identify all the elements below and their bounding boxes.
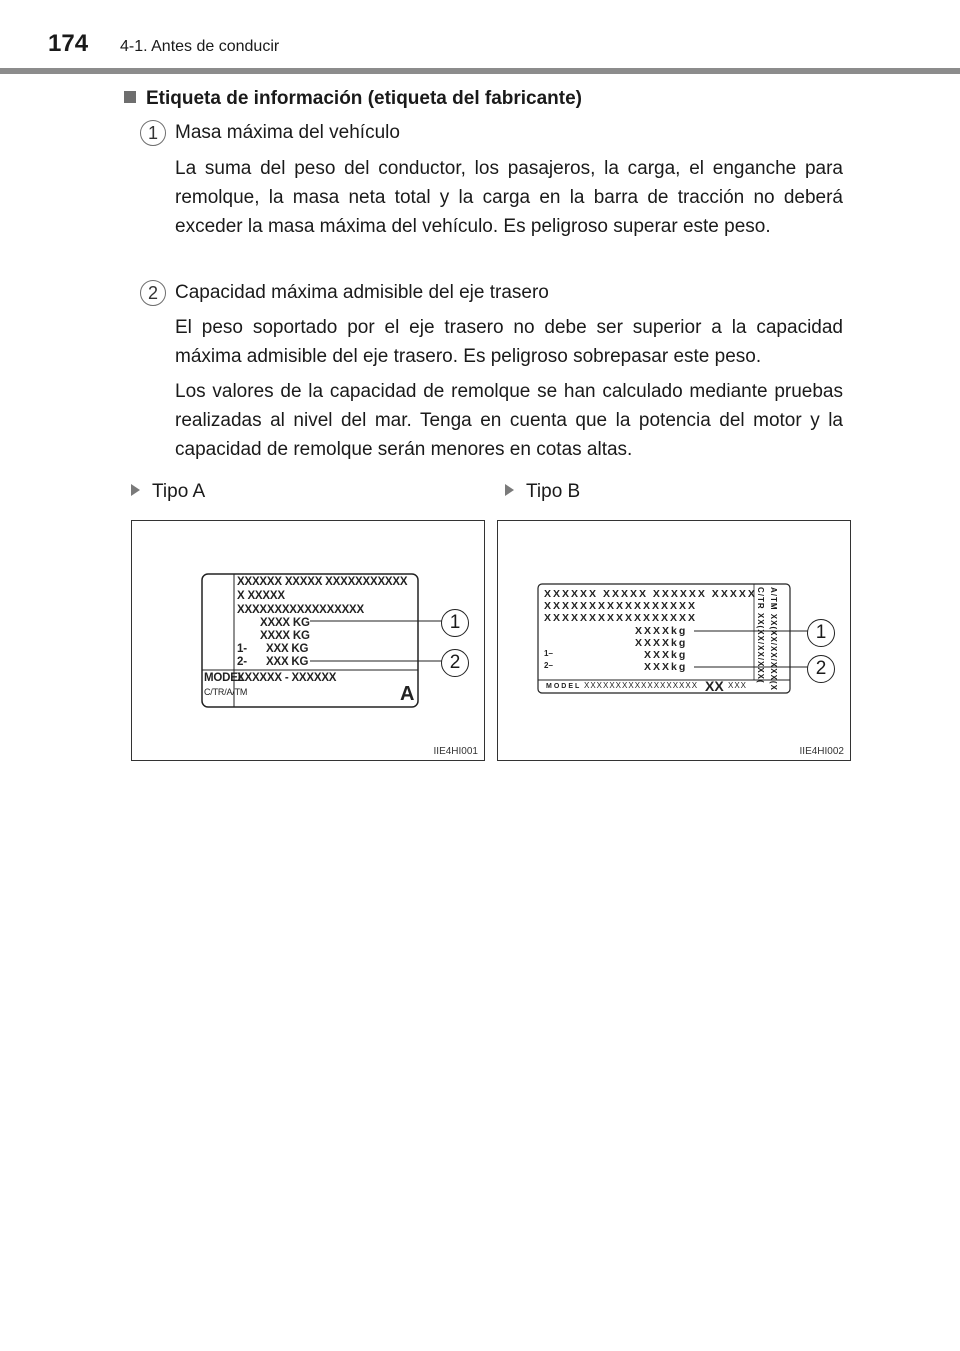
figure-label-b bbox=[505, 481, 580, 503]
label-line: XXXkg bbox=[644, 661, 688, 673]
figure-tipo-b bbox=[497, 520, 851, 761]
label-line: 2– bbox=[544, 661, 553, 670]
label-line: XXXXXXXXXXXXXXXXX bbox=[237, 604, 364, 616]
label-line: 2- bbox=[237, 656, 247, 668]
label-line: XXXXkg bbox=[635, 637, 688, 649]
image-code: IIE4HI002 bbox=[799, 746, 844, 757]
item-paragraph: Los valores de la capacidad de remolque se han calculado mediante pruebas realizadas al nivel del mar. Tenga en cuenta que la potencia del motor y la capacidad de remolque serán menores en cotas altas. bbox=[175, 381, 843, 460]
item-paragraph: La suma del peso del conductor, los pasajeros, la carga, el enganche para remolque, la masa neta total y la carga en la barra de tracción no deberá exceder la masa máxima del vehículo. Es peligroso superar este peso. bbox=[175, 158, 843, 237]
figure-label-text: Tipo B bbox=[526, 481, 581, 502]
label-line: XXXX KG bbox=[260, 630, 310, 642]
callout-2: 2 bbox=[807, 655, 835, 683]
label-line: 1– bbox=[544, 649, 553, 658]
triangle-bullet-icon bbox=[131, 484, 140, 496]
label-line: XXXXXXXXXXXXXXXXX bbox=[544, 612, 698, 624]
label-line: XXXXXX - XXXXXX bbox=[237, 672, 337, 684]
item-number-1: 1 bbox=[140, 120, 166, 146]
label-line: XXXXkg bbox=[635, 625, 688, 637]
label-line: XXXXXXXXXXXXXXXXXX bbox=[584, 681, 699, 690]
figure-label-text: Tipo A bbox=[152, 481, 206, 502]
label-line: A bbox=[400, 683, 415, 705]
label-line: C/TR/A/TM bbox=[204, 687, 248, 697]
label-line: MODEL bbox=[546, 683, 582, 690]
section-heading bbox=[124, 88, 582, 110]
label-line: XXXX KG bbox=[260, 617, 310, 629]
label-line: XXX bbox=[728, 681, 748, 690]
label-line: X XXXXX bbox=[237, 590, 285, 602]
label-line: XXX KG bbox=[266, 643, 309, 655]
callout-2: 2 bbox=[441, 649, 469, 677]
label-line: MODEL bbox=[204, 672, 245, 684]
header-rule bbox=[0, 68, 960, 74]
callout-1: 1 bbox=[807, 619, 835, 647]
item-title-2: Capacidad máxima admisible del eje trasero bbox=[175, 282, 549, 303]
square-bullet-icon bbox=[124, 91, 136, 103]
label-line: XXXXXXXXXXXXXXXXX bbox=[544, 600, 698, 612]
figure-tipo-a bbox=[131, 520, 485, 761]
item-paragraph: El peso soportado por el eje trasero no debe ser superior a la capacidad máxima admisible del eje trasero. Es peligroso sobrepasar este peso. bbox=[175, 317, 843, 367]
label-line: XXX KG bbox=[266, 656, 309, 668]
label-line: XXXXXX XXXXX XXXXXXXXXXX bbox=[237, 576, 408, 588]
figure-label-a bbox=[131, 481, 205, 503]
section-header: 4-1. Antes de conducir bbox=[120, 38, 280, 55]
vertical-label-line: C/TR XX(XX/XX/XXX( bbox=[756, 587, 765, 684]
label-line: XXXkg bbox=[644, 649, 688, 661]
image-code: IIE4HI001 bbox=[433, 746, 478, 757]
triangle-bullet-icon bbox=[505, 484, 514, 496]
page-number: 174 bbox=[48, 30, 89, 57]
vertical-label-line: A/TM XX(XX/XX/XXX(X bbox=[769, 587, 778, 691]
callout-1: 1 bbox=[441, 609, 469, 637]
label-line: XX bbox=[705, 678, 724, 694]
heading-text: Etiqueta de información (etiqueta del fabricante) bbox=[146, 88, 583, 109]
item-title-1: Masa máxima del vehículo bbox=[175, 122, 400, 143]
label-line: 1- bbox=[237, 643, 247, 655]
label-line: XXXXXX XXXXX XXXXXX XXXXX bbox=[544, 588, 757, 600]
item-number-2: 2 bbox=[140, 280, 166, 306]
